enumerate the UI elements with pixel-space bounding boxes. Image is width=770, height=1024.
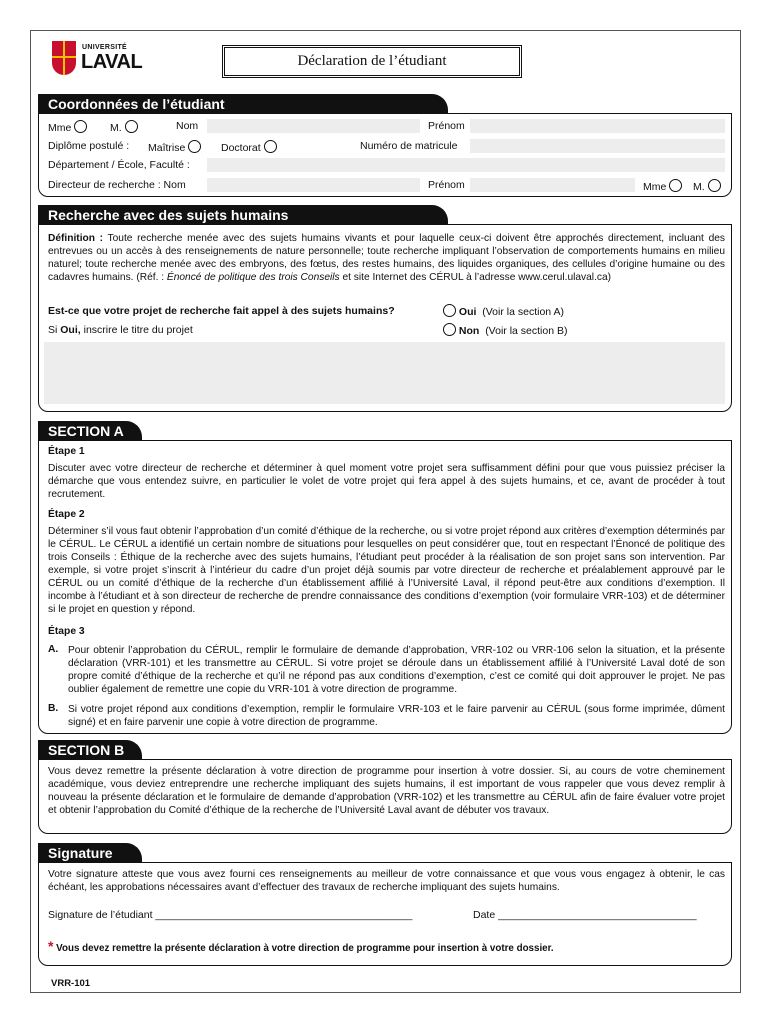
etape-1-heading: Étape 1 bbox=[48, 446, 85, 457]
oui-radio[interactable] bbox=[443, 304, 456, 317]
matricule-label: Numéro de matricule bbox=[360, 140, 458, 152]
document-title: Déclaration de l’étudiant bbox=[222, 45, 522, 78]
crest-icon bbox=[52, 41, 76, 75]
maitrise-option[interactable]: Maîtrise bbox=[148, 140, 201, 154]
non-option[interactable]: Non (Voir la section B) bbox=[440, 323, 567, 337]
prenom-field[interactable] bbox=[470, 119, 725, 133]
maitrise-radio[interactable] bbox=[188, 140, 201, 153]
form-code: VRR-101 bbox=[51, 978, 91, 989]
doctorat-option[interactable]: Doctorat bbox=[221, 140, 277, 154]
section-b-text: Vous devez remettre la présente déclaration à votre direction de programme pour insertion à votre dossier. Si, au cours de votre cheminement académique, vous deviez entreprendre une recherche impliquant des sujets humains, il est important de vous rappeler que vous devez remplir à nouveau la présente déclaration et le formulaire de demande d’approbation (VRR-102) et les transmettre au CÉRUL afin de faire évaluer votre projet et obtenir l’approbation du Comité d’éthique de la recherche de l’Université Laval avant de débuter vos travaux. bbox=[48, 766, 725, 816]
titre-projet-field[interactable] bbox=[44, 342, 725, 404]
directeur-prenom-label: Prénom bbox=[428, 179, 465, 191]
item-a-label: A. bbox=[48, 644, 59, 655]
directeur-label: Directeur de recherche : Nom bbox=[48, 179, 186, 191]
section-heading-b: SECTION B bbox=[38, 740, 142, 760]
mme-option[interactable]: Mme bbox=[48, 120, 87, 134]
section-heading-recherche: Recherche avec des sujets humains bbox=[38, 205, 448, 225]
m-option[interactable]: M. bbox=[110, 120, 138, 134]
remise-note: * Vous devez remettre la présente déclaration à votre direction de programme pour insertion à votre dossier. bbox=[48, 938, 554, 954]
asterisk-icon: * bbox=[48, 938, 54, 954]
titre-projet-label: Si Oui, inscrire le titre du projet bbox=[48, 324, 193, 336]
etape-1-text: Discuter avec votre directeur de recherche et déterminer à quel moment votre projet sera suffisamment défini pour que vous puissiez préciser la démarche que vous entendez suivre, en particulier le volet de votre projet qui fera appel à des sujets humains, et ce, avant de procéder à tout recrutement. bbox=[48, 463, 725, 500]
section-heading-coordonnees: Coordonnées de l’étudiant bbox=[38, 94, 448, 114]
item-b-text: Si votre projet répond aux conditions d’exemption, remplir le formulaire VRR-103 et le faire parvenir au CÉRUL (sous forme imprimée, dûment signé) et en faire parvenir une copie à votre direction de programme. bbox=[68, 704, 725, 728]
non-radio[interactable] bbox=[443, 323, 456, 336]
departement-field[interactable] bbox=[207, 158, 725, 172]
nom-field[interactable] bbox=[207, 119, 420, 133]
logo-top-text: UNIVERSITÉ bbox=[82, 44, 128, 51]
oui-option[interactable]: Oui (Voir la section A) bbox=[440, 304, 564, 318]
date-field[interactable]: Date __________________________________ bbox=[473, 909, 697, 921]
logo-bottom-text: LAVAL bbox=[81, 51, 143, 73]
departement-label: Département / École, Faculté : bbox=[48, 159, 190, 171]
universite-laval-logo bbox=[52, 41, 172, 79]
directeur-nom-field[interactable] bbox=[207, 178, 420, 192]
directeur-prenom-field[interactable] bbox=[470, 178, 635, 192]
section-heading-a: SECTION A bbox=[38, 421, 142, 441]
directeur-mme-option[interactable]: Mme bbox=[643, 179, 682, 193]
item-b-label: B. bbox=[48, 703, 59, 714]
nom-label: Nom bbox=[176, 120, 199, 132]
definition-text: Définition : Toute recherche menée avec des sujets humains vivants et pour laquelle ceux-ci doivent être approchés directement, incluant des entrevues ou un accès à des renseignements de nature personnelle; toute recherche impliquant l’observation de comportements humains en milieu naturel; toute recherche menée avec des embryons, des fœtus, des restes humains, des liquides organiques, des cellules d’origine humaine ou des cadavres humains. (Réf. : Énoncé de politique des trois Conseils et site Internet des CÉRUL à l’adresse www.cerul.ulaval.ca) bbox=[48, 233, 725, 283]
etape-2-heading: Étape 2 bbox=[48, 509, 85, 520]
doctorat-radio[interactable] bbox=[264, 140, 277, 153]
signature-text: Votre signature atteste que vous avez fourni ces renseignements au meilleur de votre connaissance et que vous vous engagez à obtenir, le cas échéant, les approbations nécessaires avant d’effectuer des travaux de recherche impliquant des sujets humains. bbox=[48, 869, 725, 893]
matricule-field[interactable] bbox=[470, 139, 725, 153]
section-heading-signature: Signature bbox=[38, 843, 142, 863]
m-radio[interactable] bbox=[125, 120, 138, 133]
directeur-mme-radio[interactable] bbox=[669, 179, 682, 192]
directeur-m-radio[interactable] bbox=[708, 179, 721, 192]
etape-2-text: Déterminer s’il vous faut obtenir l’approbation d’un comité d’éthique de la recherche, ou si votre projet répond aux critères d’exemption déterminés par le CÉRUL. Le CÉRUL a identifié un certain nombre de situations pour lesquelles on peut considérer que, tout en respectant l’Énoncé de politique des trois Conseils : Éthique de la recherche avec des sujets humains, l’étudiant peut procéder à la réalisation de son projet sans son intervention. Par exemple, si votre projet s’inscrit à l’intérieur du cadre d’un projet déjà soumis par votre directeur de recherche et préalablement approuvé par le CÉRUL ou un comité d’éthique de la recherche d’un établissement affilié à l’Université Laval, il répond peut-être aux conditions d’exemption. Il incombe à l’étudiant et à son directeur de recherche de prendre connaissance des conditions d’exemption (voir formulaire VRR-103) et de déterminer si le projet en question y répond. bbox=[48, 526, 725, 615]
sujets-humains-question: Est-ce que votre projet de recherche fait appel à des sujets humains? bbox=[48, 305, 395, 317]
prenom-label: Prénom bbox=[428, 120, 465, 132]
etape-3-heading: Étape 3 bbox=[48, 626, 85, 637]
directeur-m-option[interactable]: M. bbox=[693, 179, 721, 193]
mme-radio[interactable] bbox=[74, 120, 87, 133]
signature-field[interactable]: Signature de l’étudiant ____________________________________________ bbox=[48, 909, 413, 921]
item-a-text: Pour obtenir l’approbation du CÉRUL, remplir le formulaire de demande d’approbation, VRR-102 ou VRR-106 selon la situation, et la présente déclaration (VRR-101) et les transmettre au CÉRUL. Si votre projet se déroule dans un établissement affilié à l’Université Laval doté de son propre comité d’éthique de la recherche et qu’il ne répond pas aux conditions d’exemption, c’est ce comité qui doit approuver le projet. Ne pas oublier également de remettre une copie du VRR-101 à votre direction de programme. bbox=[68, 645, 725, 695]
diplome-label: Diplôme postulé : bbox=[48, 140, 130, 152]
